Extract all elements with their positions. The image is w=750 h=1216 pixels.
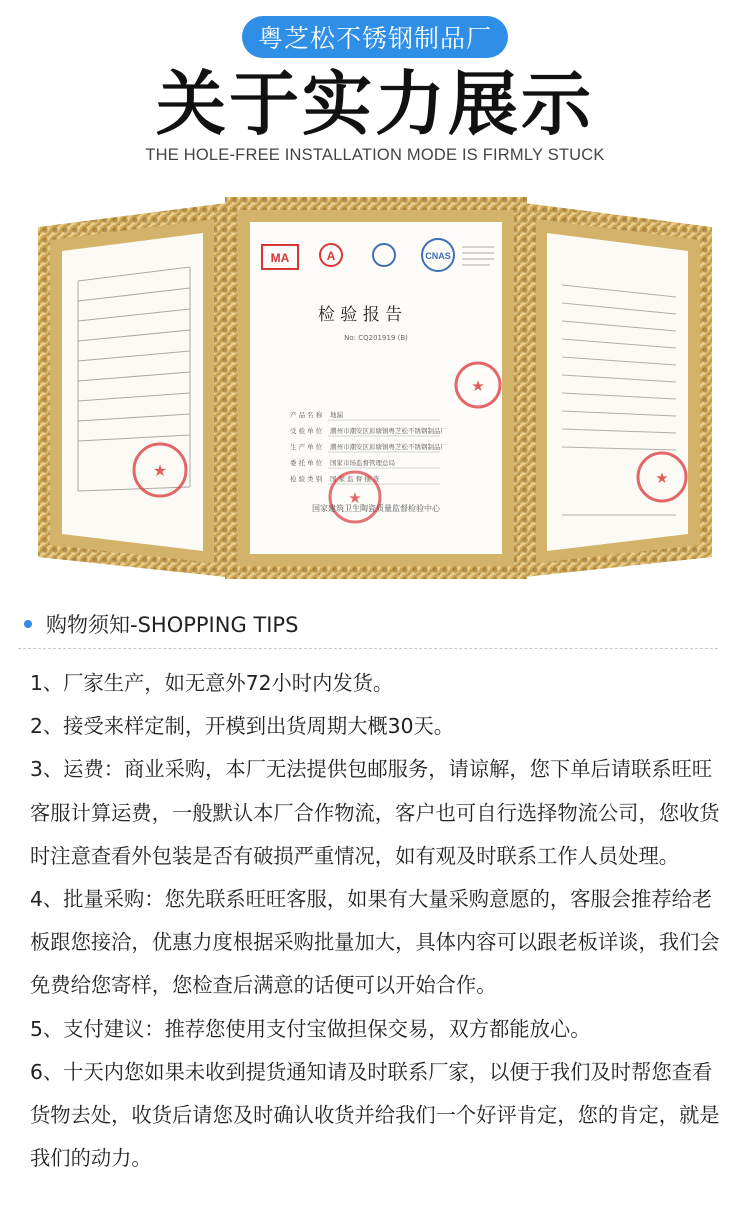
- brand-badge: 粤芝松不锈钢制品厂: [242, 16, 508, 58]
- field-label: 产 品 名 称: [290, 411, 323, 419]
- certificate-heading: 检 验 报 告: [317, 305, 403, 325]
- certificate-issuer: 国家建筑卫生陶瓷质量监督检验中心: [312, 504, 440, 513]
- certificate-center: [225, 197, 527, 579]
- field-value: 国家市场监督管理总局: [330, 459, 395, 467]
- field-label: 受 检 单 位: [290, 427, 323, 435]
- dashed-divider: [18, 648, 718, 649]
- svg-text:★: ★: [152, 461, 168, 480]
- certificate-left: [38, 203, 226, 577]
- svg-text:A: A: [326, 249, 336, 263]
- tip-item: 4、批量采购：您先联系旺旺客服，如果有大量采购意愿的，客服会推荐给老板跟您接洽，优惠力度根据采购批量加大，具体内容可以跟老板详谈，我们会免费给您寄样，您检查后满意的话便可以开始合作。: [30, 887, 720, 998]
- field-value: 潮州市潮安区彩塘镇粤芝松不锈钢制品厂: [330, 427, 447, 435]
- certificate-right: [524, 203, 712, 577]
- tip-item: 1、厂家生产，如无意外72小时内发货。: [30, 671, 394, 695]
- svg-text:★: ★: [471, 377, 485, 395]
- tip-item: 5、支付建议：推荐您使用支付宝做担保交易，双方都能放心。: [30, 1016, 591, 1041]
- field-value: 潮州市潮安区彩塘镇粤芝松不锈钢制品厂: [330, 443, 447, 451]
- shopping-tips-list: [30, 662, 720, 1180]
- certificate-display: [0, 185, 750, 595]
- field-value: 地漏: [330, 411, 343, 419]
- tip-item: 3、运费：商业采购，本厂无法提供包邮服务，请谅解，您下单后请联系旺旺客服计算运费，一般默认本厂合作物流，客户也可自行选择物流公司，您收货时注意查看外包装是否有破损严重情况，如有观及时联系工作人员处理。: [30, 757, 720, 868]
- bullet-dot-icon: [24, 620, 32, 628]
- shopping-tips-title: 购物须知-SHOPPING TIPS: [46, 613, 299, 637]
- field-label: 检 验 类 别: [290, 475, 323, 483]
- certificate-number: No: CQ201919 (B): [344, 334, 408, 342]
- svg-text:★: ★: [348, 489, 362, 507]
- svg-text:★: ★: [655, 469, 669, 487]
- field-value: 国 家 监 督 抽 查: [330, 475, 380, 483]
- field-label: 委 托 单 位: [290, 459, 323, 467]
- page-subtitle: THE HOLE-FREE INSTALLATION MODE IS FIRMLY STUCK: [145, 146, 605, 164]
- ma-mark: MA: [270, 251, 290, 265]
- shopping-tips-heading: [24, 608, 298, 640]
- page-title: 关于实力展示: [156, 63, 594, 145]
- field-label: 生 产 单 位: [290, 443, 323, 451]
- cnas-mark: CNAS: [425, 251, 451, 261]
- tip-item: 6、十天内您如果未收到提货通知请及时联系厂家，以便于我们及时帮您查看货物去处，收货后请您及时确认收货并给我们一个好评肯定，您的肯定，就是我们的动力。: [30, 1059, 720, 1171]
- tip-item: 2、接受来样定制，开模到出货周期大概30天。: [30, 714, 455, 739]
